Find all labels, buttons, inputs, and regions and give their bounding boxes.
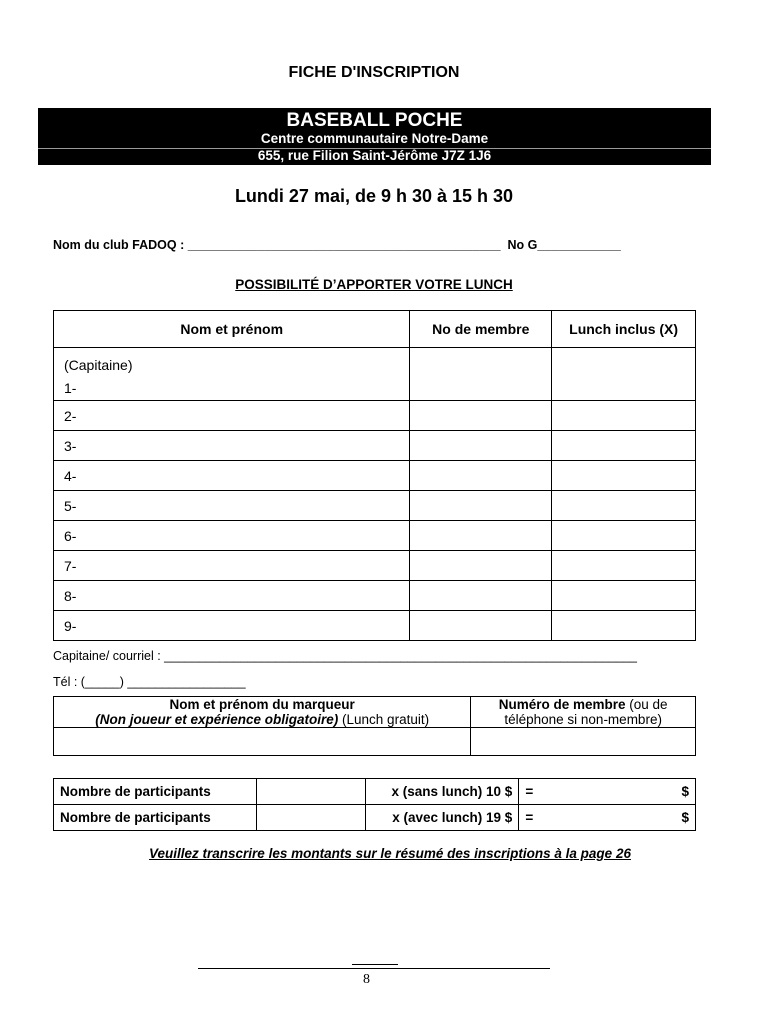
table-row — [54, 551, 696, 581]
phone-field[interactable]: Tél : (_____) _________________ — [53, 675, 246, 689]
table-row — [54, 491, 696, 521]
lunch-notice: POSSIBILITÉ D’APPORTER VOTRE LUNCH — [235, 277, 513, 292]
row-number-1: 1- — [64, 380, 77, 396]
scorer-table — [53, 696, 696, 756]
member-number-cell[interactable] — [410, 431, 552, 461]
transcribe-instruction: Veuillez transcrire les montants sur le résumé des inscriptions à la page 26 — [149, 846, 631, 861]
member-number-cell[interactable] — [410, 521, 552, 551]
lunch-cell[interactable] — [552, 521, 696, 551]
footer-divider — [198, 968, 550, 969]
table-row — [54, 461, 696, 491]
scorer-member-note-a: (ou de — [625, 697, 668, 712]
table-row — [54, 779, 696, 805]
scorer-member-note-b: téléphone si non-membre) — [504, 712, 662, 727]
table-row — [54, 581, 696, 611]
table-row — [54, 611, 696, 641]
member-number-cell[interactable] — [410, 348, 552, 401]
lunch-cell[interactable] — [552, 551, 696, 581]
member-number-cell[interactable] — [410, 401, 552, 431]
scorer-table-header — [54, 697, 696, 728]
participant-count-table — [53, 778, 696, 831]
player-name-cell[interactable]: 8- — [54, 581, 410, 611]
event-date: Lundi 27 mai, de 9 h 30 à 15 h 30 — [234, 186, 514, 206]
header-name: Nom et prénom — [54, 311, 410, 348]
page-number: 8 — [363, 972, 370, 987]
scorer-name-header — [54, 697, 471, 728]
event-name: BASEBALL POCHE — [286, 110, 463, 131]
currency-sign: $ — [681, 810, 689, 825]
scorer-name-cell[interactable] — [54, 728, 471, 756]
member-number-cell[interactable] — [410, 611, 552, 641]
equals-sign: = — [525, 810, 534, 825]
player-name-cell[interactable]: 5- — [54, 491, 410, 521]
count-label: Nombre de participants — [54, 805, 257, 831]
table-row — [54, 805, 696, 831]
member-number-cell[interactable] — [410, 551, 552, 581]
lunch-cell[interactable] — [552, 491, 696, 521]
lunch-cell[interactable] — [552, 431, 696, 461]
lunch-cell[interactable] — [552, 348, 696, 401]
captain-label: (Capitaine) — [64, 357, 133, 373]
rate-label: x (sans lunch) 10 $ — [365, 779, 519, 805]
club-name-field[interactable]: Nom du club FADOQ : _____________________________________________ No G____________ — [53, 238, 621, 252]
venue-address: 655, rue Filion Saint-Jérôme J7Z 1J6 — [257, 148, 492, 163]
scorer-member-cell[interactable] — [471, 728, 696, 756]
member-number-cell[interactable] — [410, 461, 552, 491]
header-lunch: Lunch inclus (X) — [552, 311, 696, 348]
equals-sign: = — [525, 784, 534, 799]
lunch-cell[interactable] — [552, 401, 696, 431]
table-row — [54, 348, 696, 401]
scorer-requirement: (Non joueur et expérience obligatoire) — [95, 712, 339, 727]
count-label: Nombre de participants — [54, 779, 257, 805]
lunch-cell[interactable] — [552, 461, 696, 491]
scorer-member-title: Numéro de membre — [498, 697, 626, 712]
player-name-cell[interactable]: 4- — [54, 461, 410, 491]
scorer-member-header — [471, 697, 696, 728]
count-input-cell[interactable] — [256, 805, 365, 831]
rate-label: x (avec lunch) 19 $ — [365, 805, 519, 831]
form-title: FICHE D'INSCRIPTION — [288, 64, 460, 81]
captain-name-cell[interactable] — [54, 348, 410, 401]
venue-name: Centre communautaire Notre-Dame — [260, 131, 489, 146]
scorer-name-title: Nom et prénom du marqueur — [169, 697, 355, 712]
event-banner — [38, 108, 711, 165]
count-input-cell[interactable] — [256, 779, 365, 805]
table-row — [54, 521, 696, 551]
member-number-cell[interactable] — [410, 491, 552, 521]
table-row — [54, 401, 696, 431]
header-member-number: No de membre — [410, 311, 552, 348]
table-row — [54, 431, 696, 461]
scorer-lunch-note: (Lunch gratuit) — [338, 712, 430, 727]
amount-cell[interactable] — [519, 805, 696, 831]
player-name-cell[interactable]: 2- — [54, 401, 410, 431]
amount-cell[interactable] — [519, 779, 696, 805]
footer-divider-short — [352, 964, 398, 965]
member-number-cell[interactable] — [410, 581, 552, 611]
player-name-cell[interactable]: 7- — [54, 551, 410, 581]
player-name-cell[interactable]: 3- — [54, 431, 410, 461]
lunch-cell[interactable] — [552, 611, 696, 641]
player-name-cell[interactable]: 6- — [54, 521, 410, 551]
captain-email-field[interactable]: Capitaine/ courriel : ____________________________________________________________________ — [53, 649, 637, 663]
player-name-cell[interactable]: 9- — [54, 611, 410, 641]
team-table-header — [54, 311, 696, 348]
lunch-cell[interactable] — [552, 581, 696, 611]
team-table — [53, 310, 696, 641]
currency-sign: $ — [681, 784, 689, 799]
table-row — [54, 728, 696, 756]
